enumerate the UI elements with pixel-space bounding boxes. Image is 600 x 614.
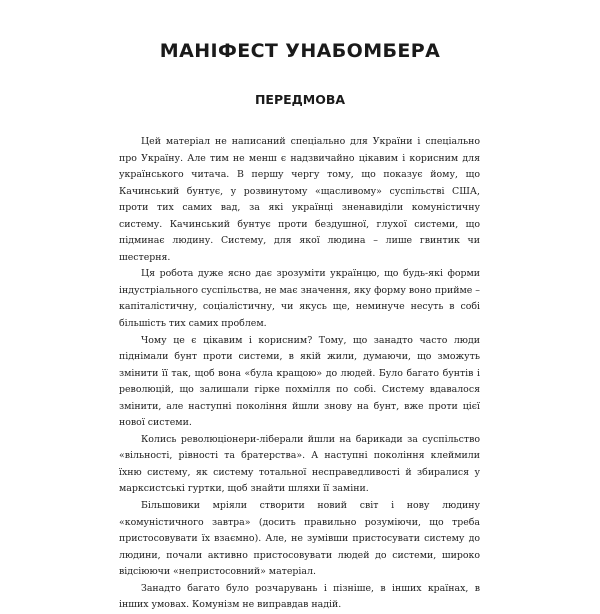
paragraph: Ця робота дуже ясно дає зрозуміти українцю, що будь-які форми індустріального суспільства, не має значення, яку форму воно прийме – капіталістичну, соціалістичну, чи якусь ще, неминуче несуть в собі більшість тих самих проблем. xyxy=(119,268,480,330)
body-text xyxy=(119,134,480,614)
paragraph: Занадто багато було розчарувань і пізніше, в інших країнах, в інших умовах. Комунізм не виправдав надій. xyxy=(119,582,480,611)
paragraph: Колись революціонери-ліберали йшли на барикади за суспільство «вільності, рівності та братерства». А наступні покоління клеймили їхню систему, як систему тотальної несправедливості й збиралися у марксистські гуртки, щоб знайти шляхи її заміни. xyxy=(119,433,480,495)
paragraph: Більшовики мріяли створити новий світ і нову людину «комуністичного завтра» (досить правильно розуміючи, що треба пристосовувати їх взаємно). Але, не зумівши пристосувати систему до людини, почали активно пристосовувати людей до системи, широко відсіюючи «непристосовний» матеріал. xyxy=(119,500,480,578)
page-title: МАНІФЕСТ УНАБОМБЕРА xyxy=(159,40,441,62)
section-heading: ПЕРЕДМОВА xyxy=(254,92,346,107)
paragraph: Цей матеріал не написаний спеціально для України і спеціально про Україну. Але тим не менш є надзвичайно цікавим і корисним для українського читача. В першу чергу тому, що показує йому, що Качинський бунтує, у розвинутому «щасливому» суспільстві США, проти тих самих вад, за які українці зненавиділи комуністичну систему. Качинський бунтує проти бездушної, глухої системи, що підминає людину. Систему, для якої людина – лише гвинтик чи шестерня. xyxy=(119,136,480,263)
paragraph: Чому це є цікавим і корисним? Тому, що занадто часто люди піднімали бунт проти системи, в якій жили, думаючи, що зможуть змінити її так, щоб вона «була кращою» до людей. Було багато бунтів і революцій, що залишали гірке похмілля по собі. Систему вдавалося змінити, але наступні покоління йшли знову на бунт, вже проти цієї нової системи. xyxy=(119,334,480,429)
